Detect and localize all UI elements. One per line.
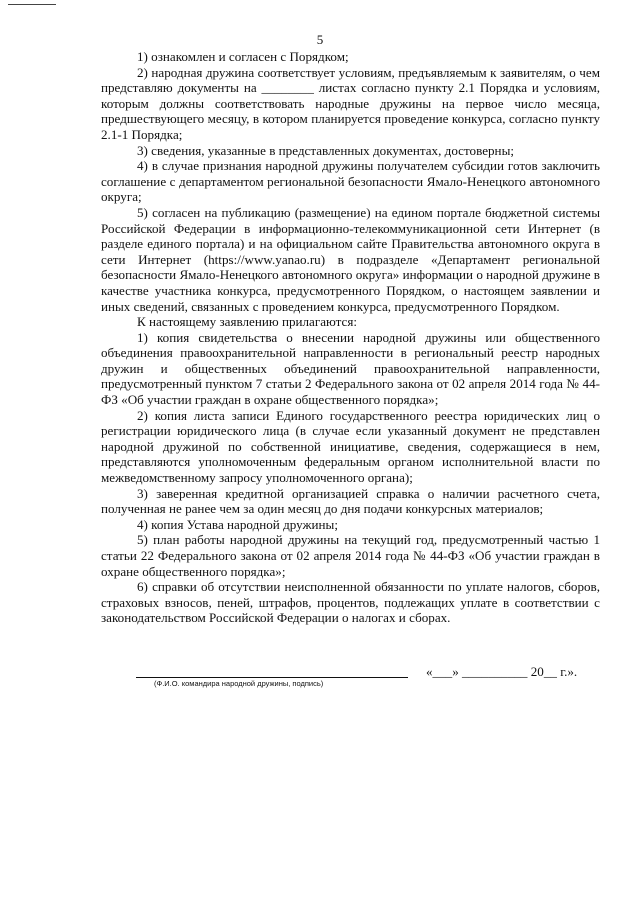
paragraph-3: 3) сведения, указанные в представленных документах, достоверны; <box>137 142 515 158</box>
paragraph-2: 2) народная дружина соответствует условиям, предъявляемым к заявителям, о чем представляю документы на ________ листах согласно пункту 2.1 Порядка и условиям, которым должны соответствовать народные дружины на первое число месяца, предшествующего месяцу, в котором планируется проведение конкурса, согласно пункту 2.1-1 Порядка; <box>101 64 600 142</box>
date-field: «___» __________ 20__ г.». <box>426 664 578 679</box>
scan-edge-mark <box>8 4 56 5</box>
paragraph-4: 4) в случае признания народной дружины получателем субсидии готов заключить соглашение с департаментом региональной безопасности Ямало-Ненецкого автономного округа; <box>101 158 600 205</box>
signature-caption: (Ф.И.О. командира народной дружины, подпись) <box>154 679 324 688</box>
paragraph-5: 5) согласен на публикацию (размещение) на едином портале бюджетной системы Российской Федерации в информационно-телекоммуникационной сети Интернет (в разделе единого портала) и на официальном сайте Правительства автономного округа в сети Интернет (https://www.yanao.ru) в подразделе «Департамент региональной безопасности Ямало-Ненецкого автономного округа» информации о народной дружине в качестве участника конкурса, предусмотренного Порядком, о настоящем заявлении и иных сведений, связанных с проведением конкурса, предусмотренного Порядком. <box>101 204 600 314</box>
attachment-3: 3) заверенная кредитной организацией справка о наличии расчетного счета, полученная не ранее чем за один месяц до дня подачи конкурсных материалов; <box>101 485 600 517</box>
attachments-heading: К настоящему заявлению прилагаются: <box>137 314 357 330</box>
signature-line <box>136 677 408 678</box>
attachment-2: 2) копия листа записи Единого государственного реестра юридических лиц о регистрации юридического лица (в случае если указанный документ не представлен народной дружиной по собственной инициативе, сведения, содержащиеся в нем, представляются уполномоченным федеральным органом исполнительной власти по межведомственному запросу уполномоченного органа); <box>101 407 600 486</box>
signature-block <box>136 664 600 694</box>
page-number: 5 <box>316 32 324 47</box>
document-body <box>101 49 600 626</box>
paragraph-1: 1) ознакомлен и согласен с Порядком; <box>137 49 349 64</box>
attachment-1: 1) копия свидетельства о внесении народной дружины или общественного объединения правоохранительной направленности в региональный реестр народных дружин и общественных объединений правоохранительной направленности, предусмотренный пунктом 7 статьи 2 Федерального закона от 02 апреля 2014 года № 44-ФЗ «Об участии граждан в охране общественного порядка»; <box>101 329 600 408</box>
attachment-4: 4) копия Устава народной дружины; <box>137 516 338 532</box>
attachment-5: 5) план работы народной дружины на текущий год, предусмотренный частью 1 статьи 22 Федерального закона от 02 апреля 2014 года № 44-ФЗ «Об участии граждан в охране общественного порядка»; <box>101 532 600 579</box>
attachment-6: 6) справки об отсутствии неисполненной обязанности по уплате налогов, сборов, страховых взносов, пеней, штрафов, процентов, подлежащих уплате в соответствии с законодательством Российской Федерации о налогах и сборах. <box>101 579 600 626</box>
